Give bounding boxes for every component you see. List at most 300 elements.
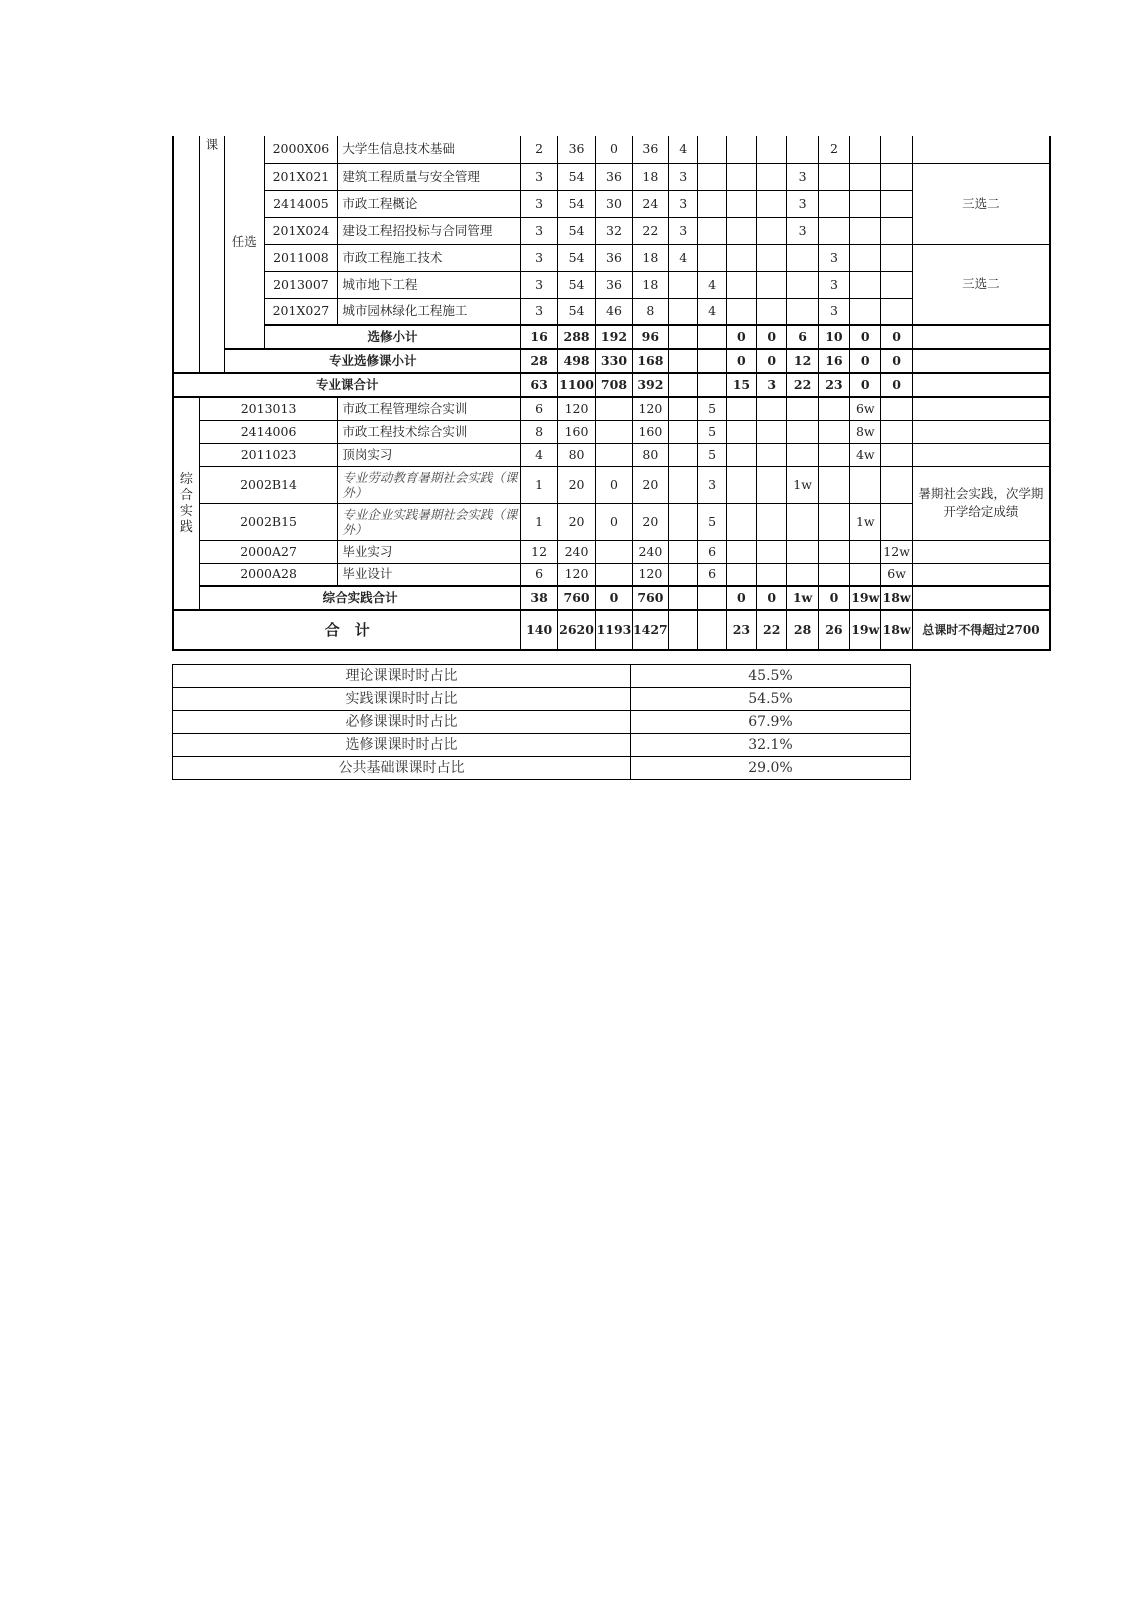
table-cell bbox=[757, 136, 787, 163]
table-cell: 3 bbox=[521, 298, 557, 325]
ratio-row bbox=[173, 734, 911, 757]
table-cell bbox=[757, 190, 787, 217]
table-cell: 140 bbox=[521, 610, 557, 650]
table-cell: 16 bbox=[818, 349, 849, 373]
table-cell bbox=[787, 244, 818, 271]
table-cell: 3 bbox=[818, 298, 849, 325]
table-cell bbox=[726, 540, 756, 563]
course-code: 2002B14 bbox=[199, 466, 338, 503]
table-cell: 18 bbox=[632, 244, 668, 271]
subtotal-label: 选修小计 bbox=[264, 325, 521, 349]
table-cell: 3 bbox=[669, 163, 698, 190]
table-cell: 18 bbox=[632, 163, 668, 190]
table-cell bbox=[881, 397, 912, 420]
table-cell bbox=[698, 325, 726, 349]
table-cell: 6 bbox=[521, 397, 557, 420]
table-cell: 240 bbox=[632, 540, 668, 563]
table-cell bbox=[596, 420, 632, 443]
table-cell bbox=[669, 563, 698, 586]
table-cell bbox=[596, 443, 632, 466]
table-cell: 6 bbox=[698, 563, 726, 586]
table-cell bbox=[881, 271, 912, 298]
subtotal-label: 专业课合计 bbox=[173, 373, 521, 397]
course-code: 2414005 bbox=[264, 190, 338, 217]
note-cell: 三选二 bbox=[912, 244, 1050, 325]
subtotal-label: 综合实践合计 bbox=[199, 586, 521, 610]
table-cell bbox=[850, 163, 881, 190]
table-cell: 160 bbox=[557, 420, 595, 443]
table-cell: 36 bbox=[596, 244, 632, 271]
table-cell: 4 bbox=[669, 136, 698, 163]
table-cell: 6 bbox=[698, 540, 726, 563]
table-cell: 0 bbox=[850, 349, 881, 373]
table-cell bbox=[698, 217, 726, 244]
ratio-row bbox=[173, 757, 911, 780]
table-cell: 2 bbox=[521, 136, 557, 163]
table-cell bbox=[881, 298, 912, 325]
table-cell: 36 bbox=[632, 136, 668, 163]
table-cell: 498 bbox=[557, 349, 595, 373]
table-cell bbox=[757, 163, 787, 190]
table-cell: 5 bbox=[698, 397, 726, 420]
table-cell bbox=[818, 163, 849, 190]
course-name: 城市地下工程 bbox=[338, 271, 521, 298]
table-cell: 20 bbox=[557, 503, 595, 540]
table-cell bbox=[757, 540, 787, 563]
course-name: 专业企业实践暑期社会实践（课外） bbox=[338, 503, 521, 540]
table-cell bbox=[818, 397, 849, 420]
table-cell: 120 bbox=[557, 563, 595, 586]
table-cell: 38 bbox=[521, 586, 557, 610]
course-code: 2011008 bbox=[264, 244, 338, 271]
ratio-label: 选修课课时时占比 bbox=[173, 734, 631, 757]
table-cell bbox=[787, 503, 818, 540]
table-cell bbox=[757, 503, 787, 540]
table-cell: 1w bbox=[850, 503, 881, 540]
table-cell bbox=[669, 503, 698, 540]
table-cell bbox=[757, 244, 787, 271]
table-row bbox=[173, 244, 1050, 271]
table-cell: 4 bbox=[521, 443, 557, 466]
course-name: 市政工程管理综合实训 bbox=[338, 397, 521, 420]
subtotal-label: 专业选修课小计 bbox=[225, 349, 521, 373]
course-code: 2002B15 bbox=[199, 503, 338, 540]
table-cell: 0 bbox=[881, 349, 912, 373]
table-row bbox=[173, 443, 1050, 466]
table-cell bbox=[818, 466, 849, 503]
left-spine bbox=[173, 136, 199, 373]
table-cell: 6 bbox=[787, 325, 818, 349]
table-cell: 4 bbox=[698, 271, 726, 298]
table-cell bbox=[787, 443, 818, 466]
table-cell: 6w bbox=[881, 563, 912, 586]
table-cell: 54 bbox=[557, 163, 595, 190]
table-cell: 12 bbox=[787, 349, 818, 373]
ratio-row bbox=[173, 688, 911, 711]
course-code: 2011023 bbox=[199, 443, 338, 466]
table-cell bbox=[881, 217, 912, 244]
table-cell bbox=[698, 244, 726, 271]
table-cell: 0 bbox=[596, 586, 632, 610]
table-cell: 24 bbox=[632, 190, 668, 217]
table-cell bbox=[698, 163, 726, 190]
table-cell: 0 bbox=[596, 503, 632, 540]
ratio-label: 必修课课时时占比 bbox=[173, 711, 631, 734]
table-cell: 168 bbox=[632, 349, 668, 373]
table-cell: 120 bbox=[632, 563, 668, 586]
table-row bbox=[173, 163, 1050, 190]
table-cell: 19w bbox=[850, 610, 881, 650]
table-cell: 54 bbox=[557, 244, 595, 271]
table-cell: 2620 bbox=[557, 610, 595, 650]
table-cell: 4w bbox=[850, 443, 881, 466]
table-cell: 330 bbox=[596, 349, 632, 373]
ratio-table bbox=[172, 664, 911, 780]
table-cell: 18w bbox=[881, 586, 912, 610]
note-cell bbox=[912, 325, 1050, 349]
course-code: 2414006 bbox=[199, 420, 338, 443]
table-cell: 8w bbox=[850, 420, 881, 443]
table-row bbox=[173, 397, 1050, 420]
table-row bbox=[173, 466, 1050, 503]
ratio-label: 理论课课时时占比 bbox=[173, 665, 631, 688]
table-cell: 16 bbox=[521, 325, 557, 349]
course-name: 建筑工程质量与安全管理 bbox=[338, 163, 521, 190]
table-cell: 392 bbox=[632, 373, 668, 397]
curriculum-table bbox=[172, 136, 1051, 651]
table-cell bbox=[818, 190, 849, 217]
category-label: 课 bbox=[199, 136, 224, 373]
table-cell: 22 bbox=[632, 217, 668, 244]
table-cell: 3 bbox=[787, 217, 818, 244]
ratio-value: 32.1% bbox=[631, 734, 911, 757]
table-cell bbox=[757, 271, 787, 298]
table-cell: 80 bbox=[632, 443, 668, 466]
table-cell bbox=[698, 610, 726, 650]
table-cell bbox=[669, 373, 698, 397]
table-cell: 54 bbox=[557, 217, 595, 244]
table-cell bbox=[757, 443, 787, 466]
table-cell: 4 bbox=[698, 298, 726, 325]
table-cell: 760 bbox=[632, 586, 668, 610]
table-cell bbox=[787, 420, 818, 443]
note-cell bbox=[912, 397, 1050, 420]
table-cell: 760 bbox=[557, 586, 595, 610]
table-row bbox=[173, 136, 1050, 163]
table-cell bbox=[726, 420, 756, 443]
table-cell bbox=[850, 136, 881, 163]
table-cell bbox=[881, 190, 912, 217]
course-name: 城市园林绿化工程施工 bbox=[338, 298, 521, 325]
table-cell: 2 bbox=[818, 136, 849, 163]
table-cell: 160 bbox=[632, 420, 668, 443]
table-cell: 240 bbox=[557, 540, 595, 563]
table-cell: 3 bbox=[698, 466, 726, 503]
table-cell bbox=[881, 503, 912, 540]
table-cell: 0 bbox=[726, 349, 756, 373]
table-cell: 80 bbox=[557, 443, 595, 466]
note-cell bbox=[912, 420, 1050, 443]
table-cell: 5 bbox=[698, 420, 726, 443]
course-name: 大学生信息技术基础 bbox=[338, 136, 521, 163]
table-cell bbox=[850, 217, 881, 244]
ratio-value: 67.9% bbox=[631, 711, 911, 734]
table-cell bbox=[698, 349, 726, 373]
table-cell: 5 bbox=[698, 503, 726, 540]
table-cell bbox=[850, 540, 881, 563]
practice-category-label: 综 合 实 践 bbox=[173, 397, 199, 610]
table-cell: 3 bbox=[757, 373, 787, 397]
table-cell bbox=[787, 540, 818, 563]
ratio-value: 29.0% bbox=[631, 757, 911, 780]
table-cell bbox=[726, 298, 756, 325]
table-cell: 3 bbox=[787, 190, 818, 217]
table-cell: 28 bbox=[787, 610, 818, 650]
table-cell: 12 bbox=[521, 540, 557, 563]
table-row bbox=[173, 420, 1050, 443]
table-cell bbox=[757, 217, 787, 244]
table-cell bbox=[818, 443, 849, 466]
table-cell: 20 bbox=[632, 503, 668, 540]
note-cell bbox=[912, 586, 1050, 610]
table-cell bbox=[669, 420, 698, 443]
table-cell bbox=[850, 190, 881, 217]
table-cell: 10 bbox=[818, 325, 849, 349]
table-cell: 6 bbox=[521, 563, 557, 586]
table-cell: 36 bbox=[596, 163, 632, 190]
table-cell bbox=[818, 420, 849, 443]
table-cell: 0 bbox=[757, 349, 787, 373]
table-cell: 192 bbox=[596, 325, 632, 349]
table-cell bbox=[787, 271, 818, 298]
table-cell bbox=[850, 271, 881, 298]
table-row bbox=[173, 563, 1050, 586]
table-cell: 54 bbox=[557, 298, 595, 325]
table-cell: 8 bbox=[521, 420, 557, 443]
course-name: 毕业设计 bbox=[338, 563, 521, 586]
course-name: 市政工程施工技术 bbox=[338, 244, 521, 271]
table-cell: 4 bbox=[669, 244, 698, 271]
table-cell bbox=[596, 397, 632, 420]
course-code: 2000A28 bbox=[199, 563, 338, 586]
table-cell: 1w bbox=[787, 586, 818, 610]
table-cell bbox=[850, 298, 881, 325]
table-cell bbox=[726, 466, 756, 503]
table-cell: 120 bbox=[557, 397, 595, 420]
table-cell bbox=[787, 136, 818, 163]
table-cell: 3 bbox=[521, 163, 557, 190]
table-cell bbox=[669, 586, 698, 610]
table-cell: 0 bbox=[726, 325, 756, 349]
table-cell: 0 bbox=[726, 586, 756, 610]
table-cell bbox=[698, 136, 726, 163]
table-cell: 3 bbox=[669, 217, 698, 244]
note-cell: 暑期社会实践，次学期开学给定成绩 bbox=[912, 466, 1050, 540]
table-cell bbox=[669, 298, 698, 325]
table-cell bbox=[881, 136, 912, 163]
ratio-row bbox=[173, 665, 911, 688]
table-cell bbox=[726, 190, 756, 217]
table-cell bbox=[757, 420, 787, 443]
table-cell bbox=[698, 586, 726, 610]
table-cell: 19w bbox=[850, 586, 881, 610]
course-name: 毕业实习 bbox=[338, 540, 521, 563]
table-cell: 36 bbox=[557, 136, 595, 163]
table-cell bbox=[726, 244, 756, 271]
table-cell: 23 bbox=[726, 610, 756, 650]
table-cell: 3 bbox=[521, 271, 557, 298]
table-cell: 708 bbox=[596, 373, 632, 397]
table-cell bbox=[818, 217, 849, 244]
table-cell bbox=[726, 217, 756, 244]
table-cell bbox=[726, 563, 756, 586]
course-name: 市政工程技术综合实训 bbox=[338, 420, 521, 443]
table-cell bbox=[850, 563, 881, 586]
table-cell: 63 bbox=[521, 373, 557, 397]
table-cell: 12w bbox=[881, 540, 912, 563]
table-cell bbox=[818, 563, 849, 586]
table-cell: 5 bbox=[698, 443, 726, 466]
table-cell: 3 bbox=[521, 190, 557, 217]
table-cell: 0 bbox=[596, 466, 632, 503]
table-cell bbox=[698, 190, 726, 217]
note-cell bbox=[912, 563, 1050, 586]
table-cell: 0 bbox=[596, 136, 632, 163]
table-cell bbox=[669, 325, 698, 349]
table-cell bbox=[596, 563, 632, 586]
table-cell: 46 bbox=[596, 298, 632, 325]
table-cell: 20 bbox=[632, 466, 668, 503]
table-cell bbox=[726, 271, 756, 298]
table-cell: 1 bbox=[521, 503, 557, 540]
table-cell: 30 bbox=[596, 190, 632, 217]
table-cell bbox=[726, 163, 756, 190]
table-cell: 18w bbox=[881, 610, 912, 650]
table-cell bbox=[881, 466, 912, 503]
course-code: 2000A27 bbox=[199, 540, 338, 563]
ratio-row bbox=[173, 711, 911, 734]
table-cell bbox=[669, 271, 698, 298]
table-cell: 15 bbox=[726, 373, 756, 397]
table-cell: 3 bbox=[521, 217, 557, 244]
table-cell bbox=[669, 540, 698, 563]
table-cell: 3 bbox=[521, 244, 557, 271]
course-code: 201X027 bbox=[264, 298, 338, 325]
table-cell bbox=[757, 466, 787, 503]
table-cell: 3 bbox=[787, 163, 818, 190]
table-cell: 0 bbox=[881, 373, 912, 397]
ratio-label: 实践课课时时占比 bbox=[173, 688, 631, 711]
course-code: 2000X06 bbox=[264, 136, 338, 163]
table-cell bbox=[787, 563, 818, 586]
table-cell: 32 bbox=[596, 217, 632, 244]
table-cell: 0 bbox=[818, 586, 849, 610]
table-cell: 0 bbox=[881, 325, 912, 349]
table-cell: 288 bbox=[557, 325, 595, 349]
table-cell: 0 bbox=[757, 586, 787, 610]
course-name: 建设工程招投标与合同管理 bbox=[338, 217, 521, 244]
table-cell: 18 bbox=[632, 271, 668, 298]
table-cell: 6w bbox=[850, 397, 881, 420]
table-cell bbox=[669, 397, 698, 420]
table-cell: 23 bbox=[818, 373, 849, 397]
table-cell bbox=[881, 420, 912, 443]
table-cell bbox=[669, 349, 698, 373]
grand-total-label: 合 计 bbox=[173, 610, 521, 650]
table-cell bbox=[757, 563, 787, 586]
table-cell: 1w bbox=[787, 466, 818, 503]
course-code: 2013013 bbox=[199, 397, 338, 420]
note-cell bbox=[912, 349, 1050, 373]
table-cell: 120 bbox=[632, 397, 668, 420]
table-cell bbox=[881, 244, 912, 271]
table-cell bbox=[698, 373, 726, 397]
table-cell bbox=[669, 610, 698, 650]
table-cell bbox=[726, 503, 756, 540]
table-cell: 1427 bbox=[632, 610, 668, 650]
table-cell: 1100 bbox=[557, 373, 595, 397]
ratio-label: 公共基础课课时占比 bbox=[173, 757, 631, 780]
table-cell: 54 bbox=[557, 271, 595, 298]
table-cell: 0 bbox=[850, 325, 881, 349]
table-cell: 8 bbox=[632, 298, 668, 325]
note-cell bbox=[912, 443, 1050, 466]
table-cell: 54 bbox=[557, 190, 595, 217]
table-cell: 26 bbox=[818, 610, 849, 650]
elective-type-label: 任选 bbox=[225, 136, 264, 349]
table-cell bbox=[818, 540, 849, 563]
table-cell: 22 bbox=[787, 373, 818, 397]
table-cell bbox=[881, 443, 912, 466]
table-cell: 1 bbox=[521, 466, 557, 503]
course-code: 201X024 bbox=[264, 217, 338, 244]
table-cell bbox=[818, 503, 849, 540]
table-cell bbox=[669, 466, 698, 503]
table-cell: 20 bbox=[557, 466, 595, 503]
note-cell bbox=[912, 136, 1050, 163]
table-cell bbox=[726, 397, 756, 420]
table-cell bbox=[787, 397, 818, 420]
table-cell bbox=[850, 466, 881, 503]
table-cell bbox=[850, 244, 881, 271]
table-cell: 96 bbox=[632, 325, 668, 349]
table-cell bbox=[881, 163, 912, 190]
table-cell: 3 bbox=[669, 190, 698, 217]
course-name: 市政工程概论 bbox=[338, 190, 521, 217]
table-cell: 1193 bbox=[596, 610, 632, 650]
table-cell: 22 bbox=[757, 610, 787, 650]
course-name: 专业劳动教育暑期社会实践（课外） bbox=[338, 466, 521, 503]
ratio-value: 54.5% bbox=[631, 688, 911, 711]
table-cell: 0 bbox=[757, 325, 787, 349]
table-cell bbox=[757, 298, 787, 325]
table-cell: 3 bbox=[818, 271, 849, 298]
note-cell bbox=[912, 540, 1050, 563]
course-code: 201X021 bbox=[264, 163, 338, 190]
note-cell bbox=[912, 373, 1050, 397]
table-cell bbox=[726, 443, 756, 466]
course-code: 2013007 bbox=[264, 271, 338, 298]
note-cell: 总课时不得超过2700 bbox=[912, 610, 1050, 650]
ratio-value: 45.5% bbox=[631, 665, 911, 688]
table-cell: 3 bbox=[818, 244, 849, 271]
table-cell bbox=[669, 443, 698, 466]
table-cell bbox=[757, 397, 787, 420]
table-cell bbox=[596, 540, 632, 563]
table-cell: 36 bbox=[596, 271, 632, 298]
course-name: 顶岗实习 bbox=[338, 443, 521, 466]
table-cell bbox=[726, 136, 756, 163]
